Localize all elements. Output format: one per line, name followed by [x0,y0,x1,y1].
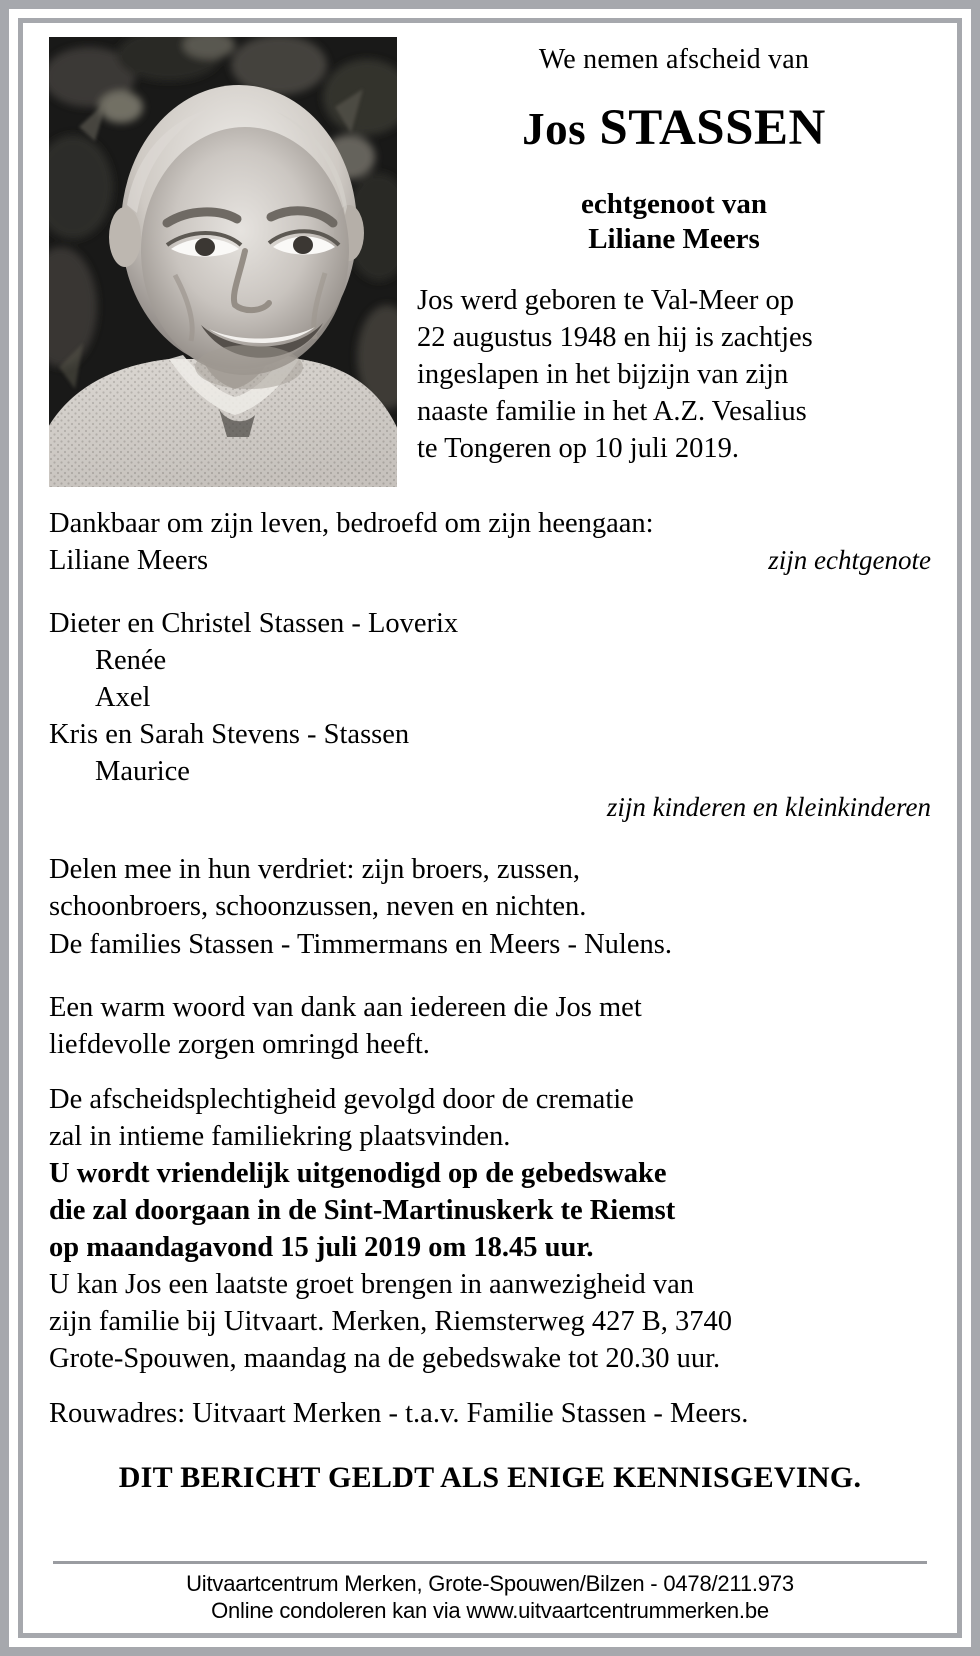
portrait-photo [49,37,397,487]
children-relation: zijn kinderen en kleinkinderen [606,792,931,823]
gratitude-intro: Dankbaar om zijn leven, bedroefd om zijn heengaan: [49,508,654,539]
spouse-label [417,187,931,255]
footer-divider-top [53,1561,927,1564]
bio-line-2: 22 augustus 1948 en hij is zachtjes [417,321,813,353]
thanks-block [49,989,931,1063]
biography-paragraph [417,282,931,467]
prayer-wake-invitation [49,1155,931,1266]
bio-line-3: ingeslapen in het bijzijn van zijn [417,358,789,390]
relatives-line-2: schoonbroers, schoonzussen, neven en nichten. [49,891,587,923]
notice-inner-border [18,18,962,1638]
spacer [49,1377,931,1395]
ceremony-line-1: De afscheidsplechtigheid gevolgd door de crematie [49,1083,634,1115]
spacer [49,825,931,851]
grandchild-1: Renée [95,645,167,677]
notice-sheet [23,23,957,1633]
sole-notification-declaration: DIT BERICHT GELDT ALS ENIGE KENNISGEVING. [118,1461,862,1495]
bio-line-1: Jos werd geboren te Val-Meer op [417,284,794,316]
ceremony-line-2: zal in intieme familiekring plaatsvinden. [49,1120,511,1152]
relatives-block [49,851,931,962]
visitation-line-3: Grote-Spouwen, maandag na de gebedswake tot 20.30 uur. [49,1342,721,1374]
gratitude-block [49,505,931,579]
widow-name: Liliane Meers [49,545,209,577]
ceremony-block [49,1081,931,1377]
mourning-address: Rouwadres: Uitvaart Merken - t.a.v. Familie Stassen - Meers. [49,1398,749,1430]
thanks-line-2: liefdevolle zorgen omringd heeft. [49,1028,430,1060]
relatives-line-1: Delen mee in hun verdriet: zijn broers, zussen, [49,854,581,886]
spacer [49,1063,931,1081]
spouse-label-line-2: Liliane Meers [588,222,760,255]
visitation-line-1: U kan Jos een laatste groet brengen in aanwezigheid van [49,1268,694,1300]
widow-relation: zijn echtgenote [768,545,931,576]
prayer-wake-line-3: op maandagavond 15 juli 2019 om 18.45 uur. [49,1231,594,1263]
funeral-home-contact: Uitvaartcentrum Merken, Grote-Spouwen/Bilzen - 0478/211.973 [186,1571,794,1597]
thanks-line-1: Een warm woord van dank aan iedereen die Jos met [49,991,642,1023]
spacer [49,579,931,605]
child-family-2: Kris en Sarah Stevens - Stassen [49,719,410,751]
deceased-family-name: STASSEN [599,99,826,156]
deceased-name [417,99,931,156]
headings-column [417,37,931,467]
prayer-wake-line-1: U wordt vriendelijk uitgenodigd op de gebedswake [49,1157,667,1189]
relatives-line-3: De families Stassen - Timmermans en Meers - Nulens. [49,928,672,960]
grandchild-3: Maurice [95,756,190,788]
footer [49,1551,931,1633]
online-condolences: Online condoleren kan via www.uitvaartcentrummerken.be [211,1598,769,1624]
widow-row [49,542,931,579]
child-family-1: Dieter en Christel Stassen - Loverix [49,608,459,640]
grandchild-2: Axel [95,682,151,714]
spacer [49,963,931,989]
spouse-label-line-1: echtgenoot van [580,188,768,221]
notice-body [49,505,931,1497]
children-block [49,605,931,825]
deceased-given-name: Jos [522,103,587,154]
notice-header-area [49,37,931,487]
bio-line-5: te Tongeren op 10 juli 2019. [417,432,740,464]
prayer-wake-line-2: die zal doorgaan in de Sint-Martinuskerk te Riemst [49,1194,676,1226]
bio-line-4: naaste familie in het A.Z. Vesalius [417,395,807,427]
farewell-line: We nemen afscheid van [538,44,810,75]
visitation-line-2: zijn familie bij Uitvaart. Merken, Riemsterweg 427 B, 3740 [49,1305,733,1337]
